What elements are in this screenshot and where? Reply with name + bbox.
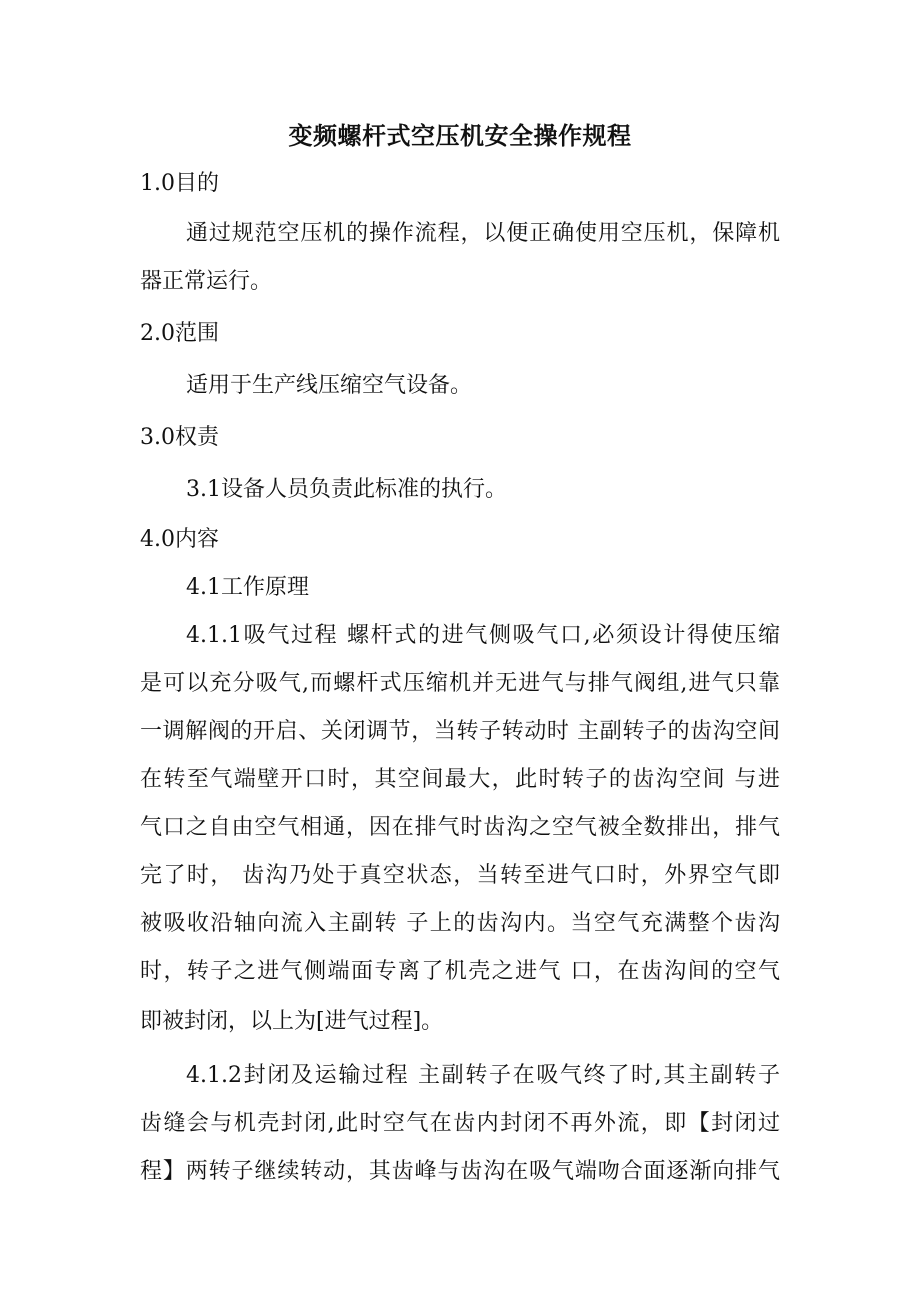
paragraph-line: 是可以充分吸气,而螺杆式压缩机并无进气与排气阀组,进气只靠 [140,671,780,696]
subsection-heading: 4.1工作原理 [186,575,309,600]
paragraph-line: 一调解阀的开启、关闭调节，当转子转动时 主副转子的齿沟空间 [140,719,780,744]
paragraph-line: 程】两转子继续转动，其齿峰与齿沟在吸气端吻合面逐渐向排气 [140,1159,780,1184]
paragraph-line: 4.1.1吸气过程 螺杆式的进气侧吸气口,必须设计得使压缩 [186,623,780,648]
paragraph-line: 适用于生产线压缩空气设备。 [186,373,473,398]
section-heading-responsibility: 3.0权责 [140,425,219,450]
paragraph-line: 完了时， 齿沟乃处于真空状态，当转至进气口时，外界空气即 [140,863,780,888]
section-heading-content: 4.0内容 [140,527,219,552]
paragraph-line: 气口之自由空气相通，因在排气时齿沟之空气被全数排出，排气 [140,815,780,840]
paragraph-line: 器正常运行。 [140,269,273,294]
page-title: 变频螺杆式空压机安全操作规程 [288,121,632,150]
paragraph-line: 4.1.2封闭及运输过程 主副转子在吸气终了时,其主副转子 [186,1063,780,1088]
paragraph-line: 即被封闭，以上为[进气过程]。 [140,1009,444,1034]
paragraph-line: 3.1设备人员负责此标准的执行。 [186,477,507,502]
paragraph-line: 在转至气端壁开口时，其空间最大，此时转子的齿沟空间 与进 [140,767,780,792]
paragraph-line: 时，转子之进气侧端面专离了机壳之进气 口，在齿沟间的空气 [140,959,780,984]
section-heading-purpose: 1.0目的 [140,171,219,196]
paragraph-line: 齿缝会与机壳封闭,此时空气在齿内封闭不再外流，即【封闭过 [140,1111,780,1136]
paragraph-line: 被吸收沿轴向流入主副转 子上的齿沟内。当空气充满整个齿沟 [140,911,780,936]
section-heading-scope: 2.0范围 [140,321,219,346]
paragraph-line: 通过规范空压机的操作流程，以便正确使用空压机，保障机 [186,221,780,246]
